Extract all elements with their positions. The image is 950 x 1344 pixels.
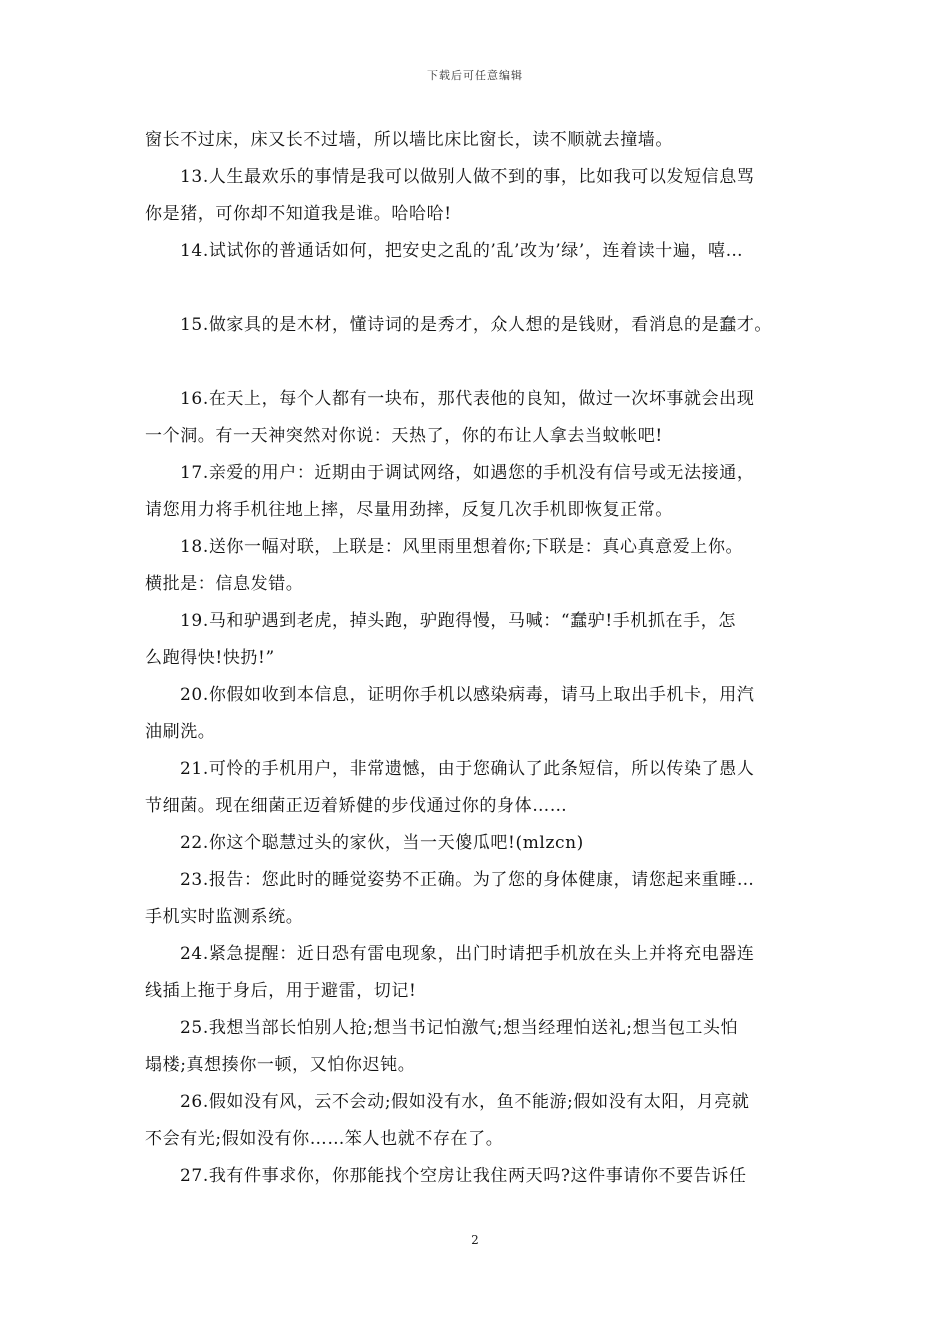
text-line: 请您用力将手机往地上摔，尽量用劲摔，反复几次手机即恢复正常。: [145, 500, 673, 520]
text-line: 手机实时监测系统。: [145, 907, 304, 927]
text-line: 23.报告：您此时的睡觉姿势不正确。为了您的身体健康，请您起来重睡…: [180, 870, 755, 890]
text-line: 19.马和驴遇到老虎，掉头跑，驴跑得慢，马喊：“蠢驴!手机抓在手，怎: [180, 611, 736, 631]
text-line: 25.我想当部长怕别人抢;想当书记怕激气;想当经理怕送礼;想当包工头怕: [180, 1018, 739, 1038]
text-line: 油刷洗。: [145, 722, 216, 742]
text-line: 你是猪，可你却不知道我是谁。哈哈哈!: [145, 204, 452, 224]
text-line: 么跑得快!快扔!”: [145, 648, 275, 668]
text-line: 窗长不过床，床又长不过墙，所以墙比床比窗长，读不顺就去撞墙。: [145, 130, 673, 150]
paragraph-gap: [145, 270, 825, 307]
text-line: 24.紧急提醒：近日恐有雷电现象，出门时请把手机放在头上并将充电器连: [180, 944, 755, 964]
document-body: [145, 122, 825, 1195]
text-line: 27.我有件事求你，你那能找个空房让我住两天吗?这件事请你不要告诉任: [180, 1166, 747, 1186]
paragraph-gap: [145, 344, 825, 381]
text-line: 26.假如没有风，云不会动;假如没有水，鱼不能游;假如没有太阳，月亮就: [180, 1092, 750, 1112]
text-line: 一个洞。有一天神突然对你说：天热了，你的布让人拿去当蚊帐吧!: [145, 426, 663, 446]
text-line: 线插上拖于身后，用于避雷，切记!: [145, 981, 417, 1001]
text-line: 节细菌。现在细菌正迈着矫健的步伐通过你的身体……: [145, 796, 568, 816]
text-line: 21.可怜的手机用户，非常遗憾，由于您确认了此条短信，所以传染了愚人: [180, 759, 755, 779]
text-line: 横批是：信息发错。: [145, 574, 304, 594]
text-line: 17.亲爱的用户：近期由于调试网络，如遇您的手机没有信号或无法接通，: [180, 463, 755, 483]
page-number: 2: [471, 1233, 479, 1247]
text-line: 13.人生最欢乐的事情是我可以做别人做不到的事，比如我可以发短信息骂: [180, 167, 755, 187]
text-line: 16.在天上，每个人都有一块布，那代表他的良知，做过一次坏事就会出现: [180, 389, 755, 409]
text-line: 塌楼;真想揍你一顿，又怕你迟钝。: [145, 1055, 416, 1075]
text-line: 18.送你一幅对联，上联是：风里雨里想着你;下联是：真心真意爱上你。: [180, 537, 744, 557]
text-line: 22.你这个聪慧过头的家伙，当一天傻瓜吧!(mlzcn): [180, 833, 584, 853]
text-line: 15.做家具的是木材，懂诗词的是秀才，众人想的是钱财，看消息的是蠢才。: [180, 315, 773, 335]
page-header: 下载后可任意编辑: [427, 69, 523, 82]
text-line: 14.试试你的普通话如何，把安史之乱的’乱’改为’绿’，连着读十遍，嘻…: [180, 241, 744, 261]
text-line: 不会有光;假如没有你……笨人也就不存在了。: [145, 1129, 504, 1149]
text-line: 20.你假如收到本信息，证明你手机以感染病毒，请马上取出手机卡，用汽: [180, 685, 755, 705]
